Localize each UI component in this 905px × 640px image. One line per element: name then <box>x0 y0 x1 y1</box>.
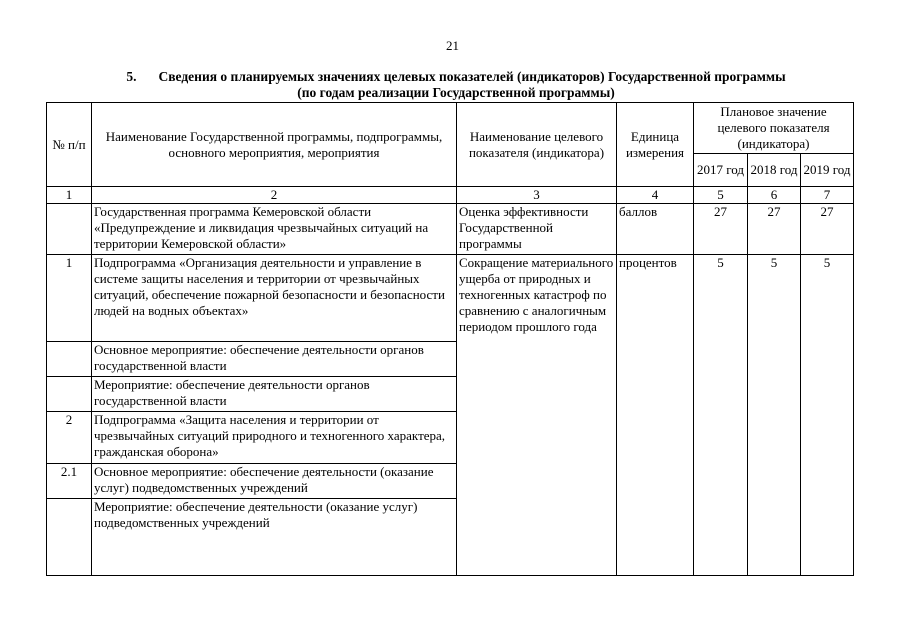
row-name: Подпрограмма «Организация деятельности и управление в системе защиты населения и территории от чрезвычайных ситуаций, обеспечение пожарной безопасности и безопасности людей на водных объектах» <box>92 255 457 342</box>
section-title-line1: Сведения о планируемых значениях целевых показателей (индикаторов) Государственной программы <box>158 69 786 84</box>
row-unit: процентов <box>617 255 694 576</box>
row-num: 2 <box>47 412 92 464</box>
header-planned: Плановое значение целевого показателя (индикатора) <box>694 103 854 154</box>
row-unit: баллов <box>617 204 694 255</box>
column-number: 2 <box>92 187 457 204</box>
row-value: 27 <box>801 204 854 255</box>
row-num: 1 <box>47 255 92 342</box>
row-name: Основное мероприятие: обеспечение деятельности органов государственной власти <box>92 342 457 377</box>
row-num: 2.1 <box>47 464 92 499</box>
table-row <box>47 255 854 342</box>
column-number: 7 <box>801 187 854 204</box>
header-num: № п/п <box>47 103 92 187</box>
row-num <box>47 377 92 412</box>
header-year: 2017 год <box>694 154 748 187</box>
header-indicator: Наименование целевого показателя (индикатора) <box>457 103 617 187</box>
indicators-table <box>46 102 854 576</box>
row-value: 5 <box>694 255 748 576</box>
row-name: Мероприятие: обеспечение деятельности органов государственной власти <box>92 377 457 412</box>
row-name: Мероприятие: обеспечение деятельности (оказание услуг) подведомственных учреждений <box>92 499 457 576</box>
row-value: 5 <box>748 255 801 576</box>
row-num <box>47 499 92 576</box>
row-name: Государственная программа Кемеровской области «Предупреждение и ликвидация чрезвычайных ситуаций на территории Кемеровской области» <box>92 204 457 255</box>
page-number: 21 <box>446 38 459 53</box>
row-indicator: Сокращение материального ущерба от природных и техногенных катастроф по сравнению с аналогичным периодом прошлого года <box>457 255 617 576</box>
table-row <box>47 204 854 255</box>
column-number: 5 <box>694 187 748 204</box>
column-number: 1 <box>47 187 92 204</box>
section-title <box>46 69 866 101</box>
row-value: 5 <box>801 255 854 576</box>
section-title-line2: (по годам реализации Государственной программы) <box>297 85 615 100</box>
header-year: 2018 год <box>748 154 801 187</box>
column-number: 6 <box>748 187 801 204</box>
section-number: 5. <box>126 69 137 84</box>
column-number: 3 <box>457 187 617 204</box>
row-num <box>47 342 92 377</box>
row-name: Основное мероприятие: обеспечение деятельности (оказание услуг) подведомственных учреждений <box>92 464 457 499</box>
header-year: 2019 год <box>801 154 854 187</box>
row-name: Подпрограмма «Защита населения и территории от чрезвычайных ситуаций природного и техногенного характера, гражданская оборона» <box>92 412 457 464</box>
row-indicator: Оценка эффективности Государственной программы <box>457 204 617 255</box>
header-name: Наименование Государственной программы, подпрограммы, основного мероприятия, мероприятия <box>92 103 457 187</box>
row-num <box>47 204 92 255</box>
column-number: 4 <box>617 187 694 204</box>
header-unit: Единица измерения <box>617 103 694 187</box>
row-value: 27 <box>694 204 748 255</box>
row-value: 27 <box>748 204 801 255</box>
